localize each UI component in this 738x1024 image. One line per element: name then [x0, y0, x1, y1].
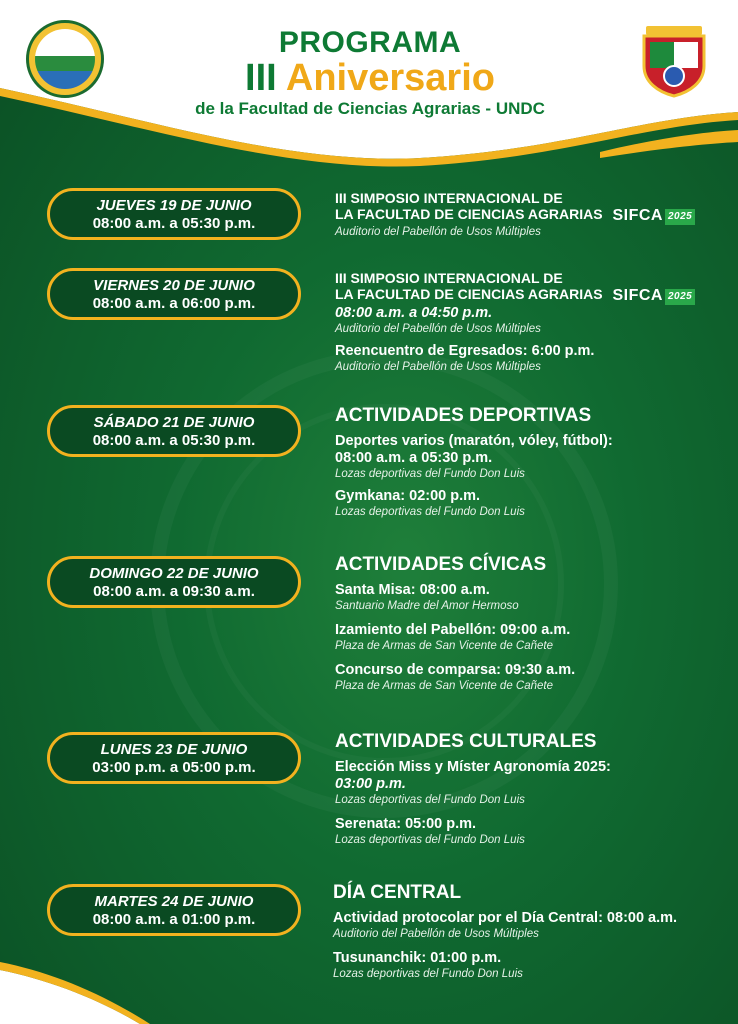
day-pill-4 [47, 556, 301, 608]
event-place: Lozas deportivas del Fundo Don Luis [335, 506, 525, 518]
event-place: Auditorio del Pabellón de Usos Múltiples [333, 928, 539, 940]
event-place: Santuario Madre del Amor Hermoso [335, 600, 519, 612]
faculty-logo [26, 20, 104, 98]
day-date: SÁBADO 21 DE JUNIO [93, 414, 255, 431]
day-date: LUNES 23 DE JUNIO [100, 741, 248, 758]
header-title [140, 28, 600, 120]
event-place: Plaza de Armas de San Vicente de Cañete [335, 640, 554, 652]
event-item: Reencuentro de Egresados: 6:00 p.m. [335, 343, 595, 359]
section-heading: ACTIVIDADES DEPORTIVAS [335, 405, 592, 426]
footer-wave [0, 940, 200, 1024]
section-heading: ACTIVIDADES CULTURALES [335, 731, 597, 752]
events-day-2: III SIMPOSIO INTERNACIONAL DE LA FACULTAD DE CIENCIAS AGRARIAS SIFCA 2025 08:00 a.m. a 04:50 p.m. Auditorio del Pabellón de Usos Múltiples Reencuentro de Egresados: 6:00 p.m. Auditorio del Pabellón de Usos Múltiples [335, 270, 715, 375]
faculty-subtitle: de la Facultad de Ciencias Agrarias - UNDC [195, 99, 545, 118]
day-hours: 08:00 a.m. a 05:30 p.m. [92, 432, 256, 449]
day-pill-1 [47, 188, 301, 240]
day-date: VIERNES 20 DE JUNIO [93, 277, 255, 294]
event-place: Lozas deportivas del Fundo Don Luis [333, 968, 523, 980]
day-pill-3 [47, 405, 301, 457]
event-place: Plaza de Armas de San Vicente de Cañete [335, 680, 554, 692]
program-title: PROGRAMA [278, 26, 462, 59]
day-pill-6 [47, 884, 301, 936]
day-date: JUEVES 19 DE JUNIO [96, 197, 252, 214]
event-place: Lozas deportivas del Fundo Don Luis [335, 834, 525, 846]
events-day-3: ACTIVIDADES DEPORTIVAS Deportes varios (maratón, vóley, fútbol): 08:00 a.m. a 05:30 p.m. Lozas deportivas del Fundo Don Luis Gymkana: 02:00 p.m. Lozas deportivas del Fundo Don Luis [335, 405, 715, 520]
event-place: Lozas deportivas del Fundo Don Luis [335, 794, 525, 806]
section-heading: ACTIVIDADES CÍVICAS [335, 554, 547, 575]
anniversary-title: III Aniversario [245, 57, 495, 99]
events-day-5: ACTIVIDADES CULTURALES Elección Miss y Míster Agronomía 2025: 03:00 p.m. Lozas deportivas del Fundo Don Luis Serenata: 05:00 p.m. Lozas deportivas del Fundo Don Luis [335, 731, 715, 848]
event-place: Lozas deportivas del Fundo Don Luis [335, 468, 525, 480]
day-hours: 08:00 a.m. a 09:30 a.m. [93, 583, 255, 600]
sifca-logo: SIFCA 2025 [612, 288, 695, 305]
events-day-1: III SIMPOSIO INTERNACIONAL DE LA FACULTAD DE CIENCIAS AGRARIAS SIFCA 2025 Auditorio del Pabellón de Usos Múltiples [335, 190, 715, 240]
event-place: Auditorio del Pabellón de Usos Múltiples [335, 361, 541, 373]
day-pill-5 [47, 732, 301, 784]
day-date: MARTES 24 DE JUNIO [94, 893, 254, 910]
day-hours: 08:00 a.m. a 06:00 p.m. [92, 295, 256, 312]
events-day-4: ACTIVIDADES CÍVICAS Santa Misa: 08:00 a.m. Santuario Madre del Amor Hermoso Izamiento del Pabellón: 09:00 a.m. Plaza de Armas de San Vicente de Cañete Concurso de comparsa: 09:30 a.m. Plaza de Armas de San Vicente de Cañete [335, 554, 715, 694]
day-date: DOMINGO 22 DE JUNIO [89, 565, 259, 582]
university-crest-logo [636, 22, 712, 98]
event-time: 08:00 a.m. a 04:50 p.m. [335, 305, 493, 321]
section-heading: DÍA CENTRAL [333, 882, 462, 903]
day-pill-2 [47, 268, 301, 320]
day-hours: 03:00 p.m. a 05:00 p.m. [92, 759, 256, 776]
sifca-logo: SIFCA 2025 [612, 208, 695, 225]
event-place: Auditorio del Pabellón de Usos Múltiples [335, 323, 541, 335]
events-day-6: DÍA CENTRAL Actividad protocolar por el Día Central: 08:00 a.m. Auditorio del Pabellón de Usos Múltiples Tusunanchik: 01:00 p.m. Lozas deportivas del Fundo Don Luis [333, 882, 713, 982]
day-hours: 08:00 a.m. a 01:00 p.m. [92, 911, 256, 928]
day-hours: 08:00 a.m. a 05:30 p.m. [92, 215, 256, 232]
event-place: Auditorio del Pabellón de Usos Múltiples [335, 226, 541, 238]
